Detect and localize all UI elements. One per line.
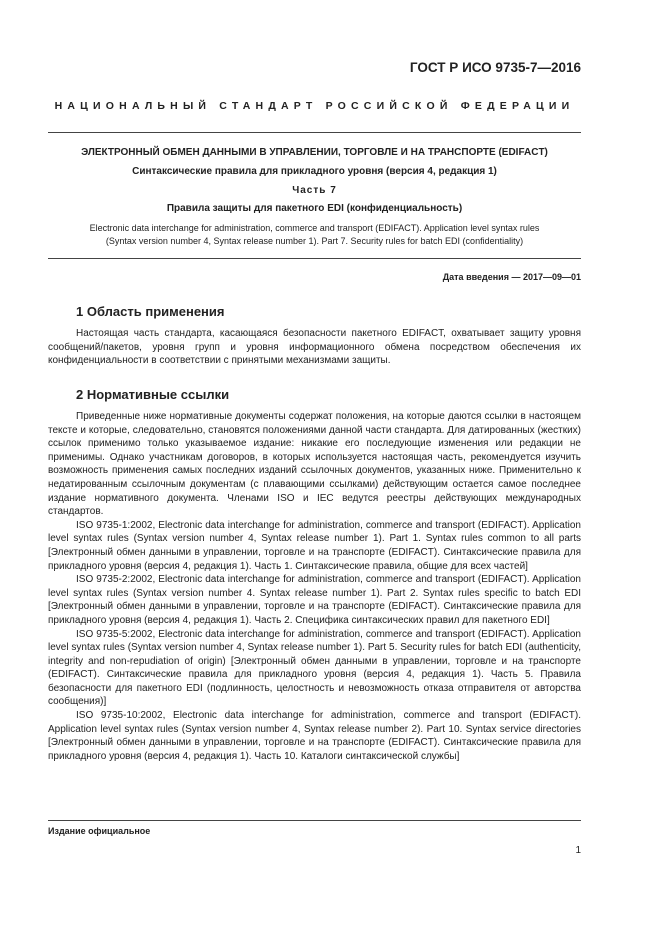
national-standard-banner: НАЦИОНАЛЬНЫЙ СТАНДАРТ РОССИЙСКОЙ ФЕДЕРАЦИИ bbox=[54, 100, 575, 112]
divider-footer bbox=[48, 820, 581, 821]
reference-iso-9735-10: ISO 9735-10:2002, Electronic data interchange for administration, commerce and transport (EDIFACT). Application level syntax rules (Syntax version number 4, Syntax release number 2). Part 10. Syntax service directories [Электронный обмен данными в управлении, торговле и на транспорте (EDIFACT). Синтаксические правила для прикладного уровня (версия 4, редакция 1). Часть 10. Каталоги синтаксической службы] bbox=[48, 710, 581, 762]
part-number: Часть 7 bbox=[292, 185, 337, 196]
standard-number: ГОСТ Р ИСО 9735-7—2016 bbox=[409, 60, 581, 75]
reference-iso-9735-5: ISO 9735-5:2002, Electronic data interchange for administration, commerce and transport (EDIFACT). Application level syntax rules (Syntax version number 4, Syntax release number 1). Part 5. Security rules for batch EDI (authenticity, integrity and non-repudiation of origin) [Электронный обмен данными в управлении, торговле и на транспорте (EDIFACT). Синтаксические правила для прикладного уровня (версия 4, редакция 1). Часть 5. Правила безопасности для пакетного EDI (подлинность, целостность и невозможность отказа отправителя от авторства сообщения)] bbox=[48, 628, 581, 708]
part-title: Правила защиты для пакетного EDI (конфиденциальность) bbox=[166, 203, 463, 214]
section-1-heading: 1 Область применения bbox=[76, 304, 225, 319]
reference-iso-9735-1: ISO 9735-1:2002, Electronic data interchange for administration, commerce and transport (EDIFACT). Application level syntax rules (Syntax version number 4, Syntax release number 1). Part 1. Syntax rules common to all parts [Электронный обмен данными в управлении, торговле и на транспорте (EDIFACT). Синтаксические правила для прикладного уровня (версия 4, редакция 1). Часть 1. Синтаксические правила, общие для всех частей] bbox=[48, 519, 581, 572]
official-edition-label: Издание официальное bbox=[48, 826, 151, 836]
section-2-heading: 2 Нормативные ссылки bbox=[76, 387, 230, 402]
english-title-line-1: Electronic data interchange for administration, commerce and transport (EDIFACT). Application level syntax rules bbox=[89, 223, 540, 233]
introduction-date: Дата введения — 2017—09—01 bbox=[442, 272, 581, 282]
document-subtitle: Синтаксические правила для прикладного уровня (версия 4, редакция 1) bbox=[132, 166, 497, 177]
section-1-body bbox=[48, 327, 581, 368]
divider-top bbox=[48, 132, 581, 133]
english-title bbox=[48, 222, 581, 248]
paragraph: Настоящая часть стандарта, касающаяся безопасности пакетного EDIFACT, охватывает защиту уровня сообщений/пакетов, уровня групп и уровня информационного обмена посредством обеспечения их конфиденциальности в соответствии с принятыми механизмами защиты. bbox=[48, 328, 581, 367]
document-title: ЭЛЕКТРОННЫЙ ОБМЕН ДАННЫМИ В УПРАВЛЕНИИ, ТОРГОВЛЕ И НА ТРАНСПОРТЕ (EDIFACT) bbox=[81, 147, 548, 158]
paragraph: Приведенные ниже нормативные документы содержат положения, на которые даются ссылки в настоящем тексте и которые, следовательно, становятся положениями данной части стандарта. Для датированных (жестких) ссылок применимо только указываемое издание: никакие его последующие изменения или редакции не применимы. Однако участникам договоров, в которых используется настоящая часть, рекомендуется изучить возможность применения самых последних изданий ссылочных документов, указанных ниже. Применительно к недатированным ссылочным документам (с плавающими ссылками) действующим остается самое последнее издание нормативного документа. Членами ISO и IEC ведутся реестры действующих международных стандартов. bbox=[48, 411, 581, 518]
reference-iso-9735-2: ISO 9735-2:2002, Electronic data interchange for administration, commerce and transport (EDIFACT). Application level syntax rules (Syntax version number 4. Syntax release number 1). Part 2. Syntax rules specific to batch EDI [Электронный обмен данными в управлении, торговле и на транспорте (EDIFACT). Синтаксические правила для прикладного уровня (версия 4, редакция 1). Часть 2. Специфика синтаксических правил для пакетного EDI] bbox=[48, 574, 581, 626]
section-2-body bbox=[48, 410, 581, 763]
page-number: 1 bbox=[575, 845, 581, 856]
english-title-line-2: (Syntax version number 4, Syntax release number 1). Part 7. Security rules for batch EDI (confidentiality) bbox=[105, 236, 524, 246]
divider-middle bbox=[48, 258, 581, 259]
